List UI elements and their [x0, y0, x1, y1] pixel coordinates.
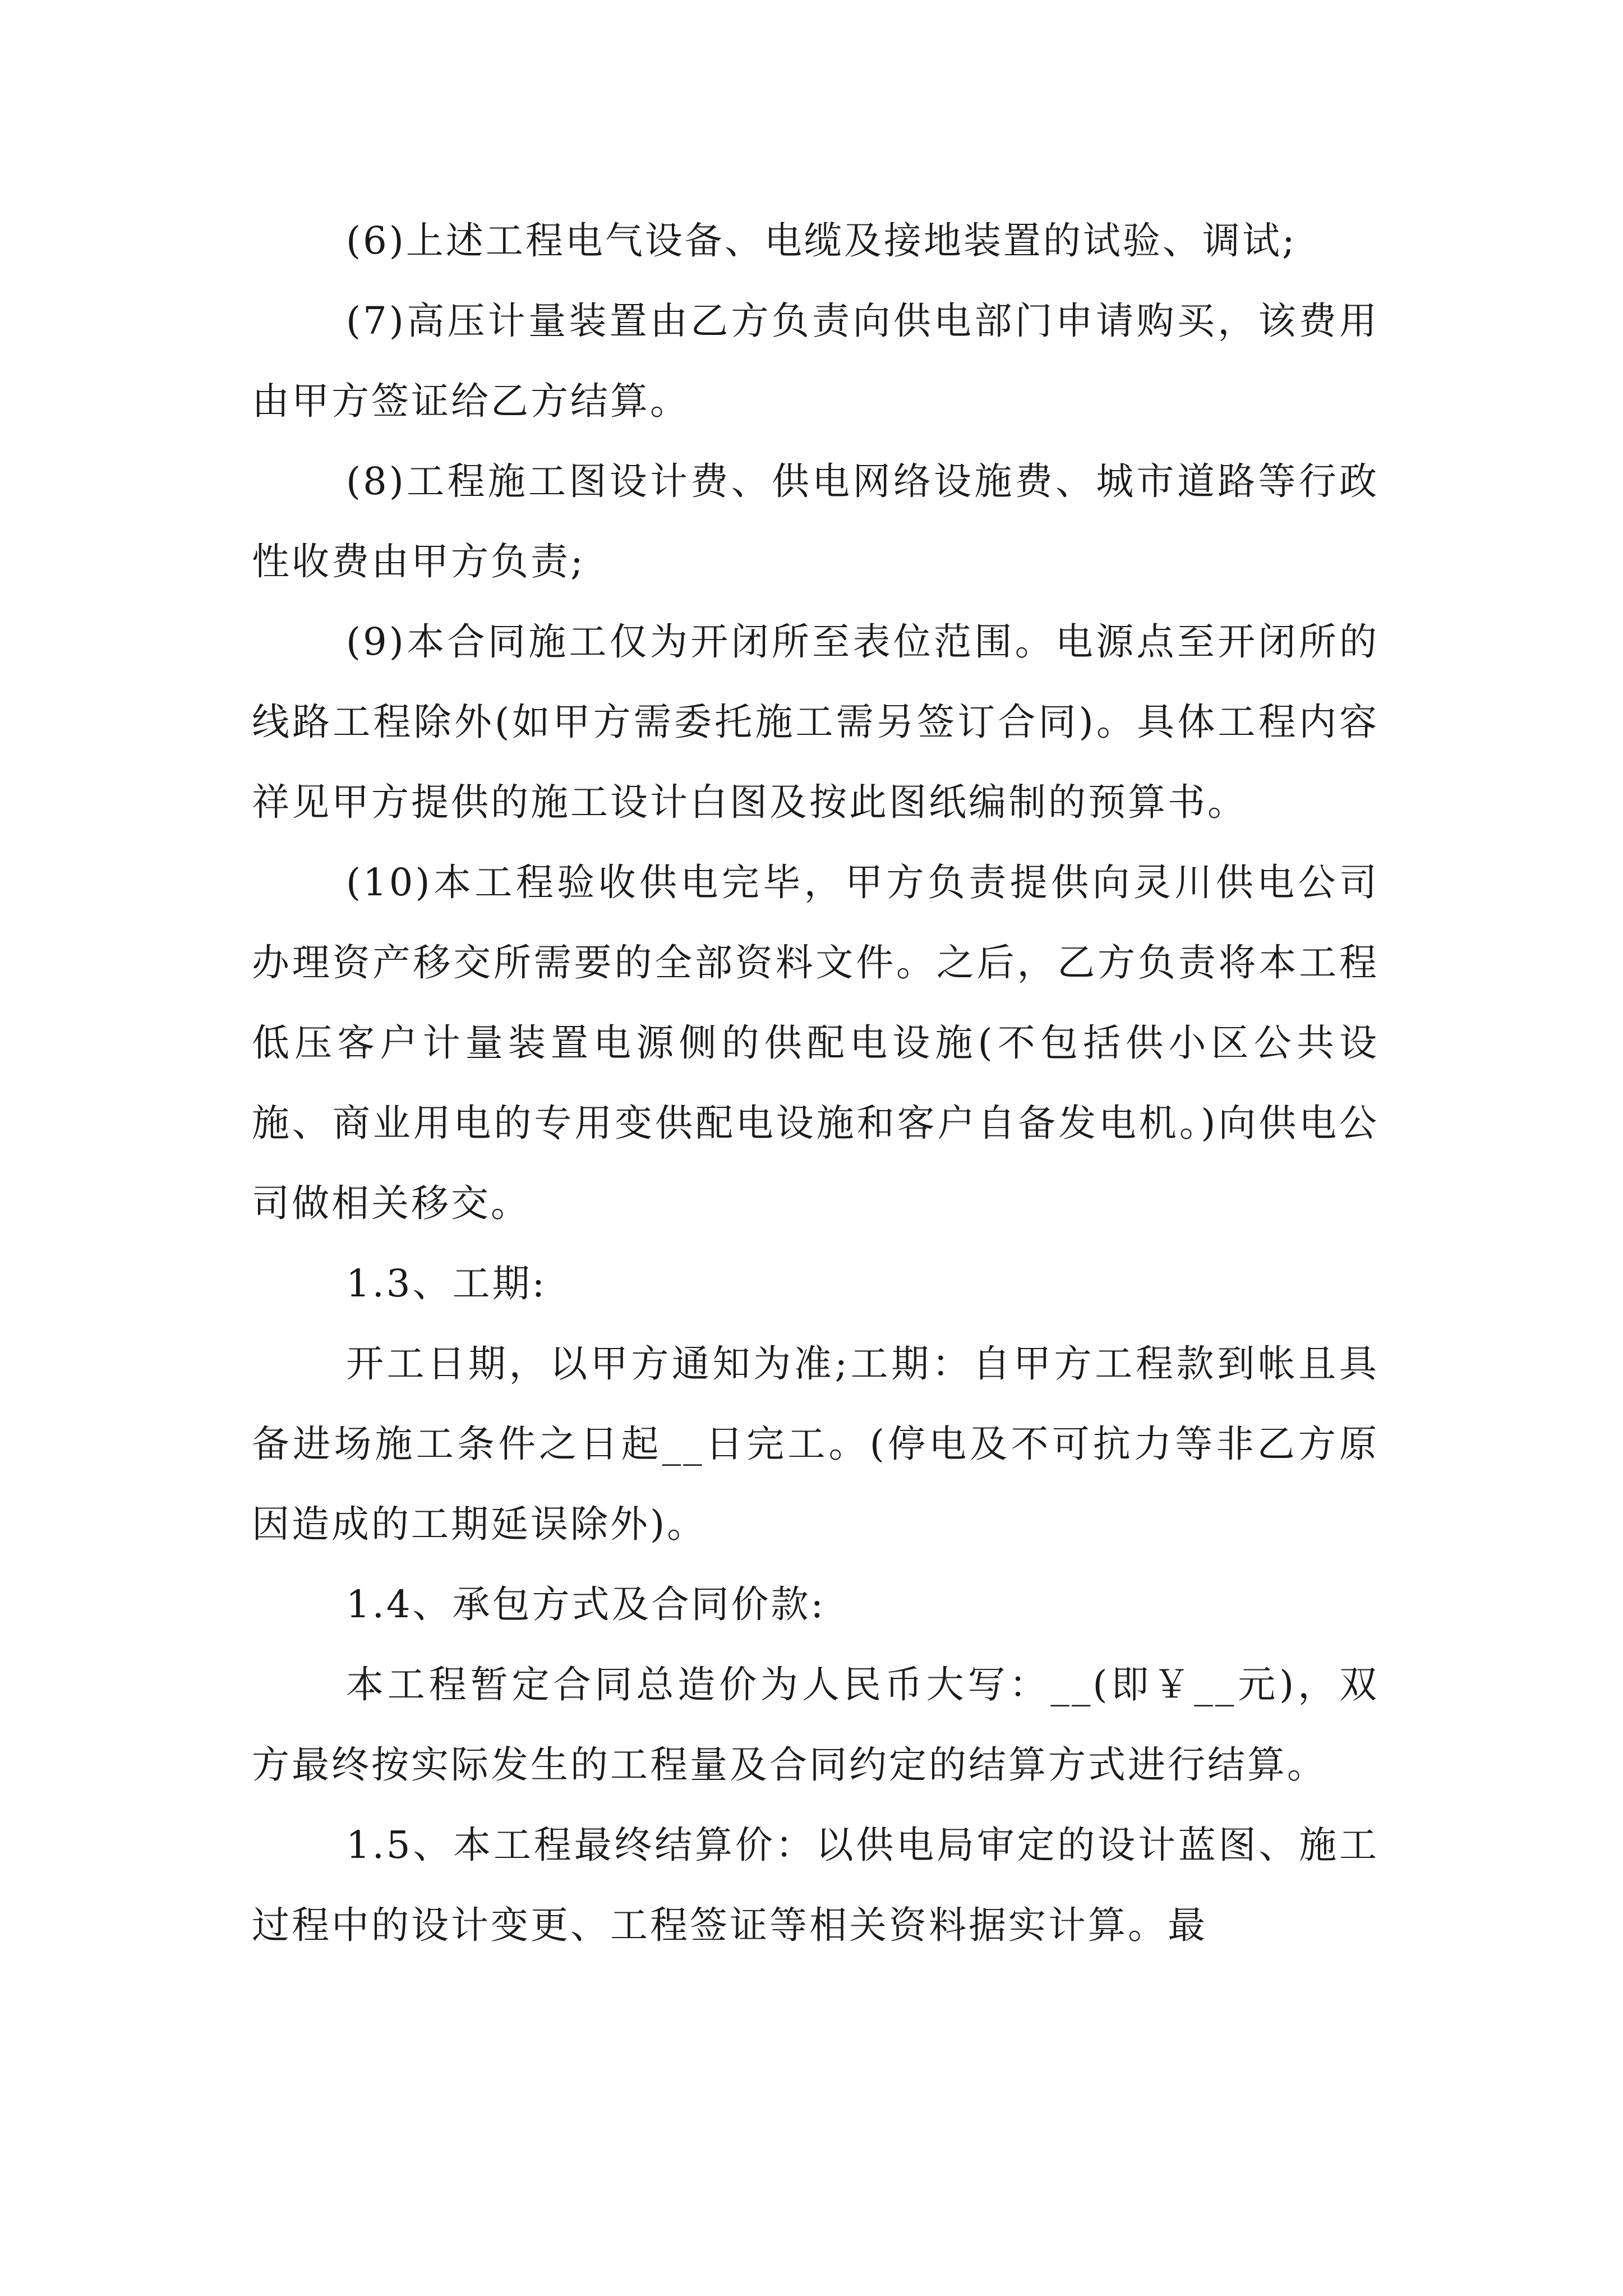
clause-10-paragraph: (10)本工程验收供电完毕，甲方负责提供向灵川供电公司办理资产移交所需要的全部资料文件。之后，乙方负责将本工程低压客户计量装置电源侧的供配电设施(不包括供小区公共设施、商业用电的专用变供配电设施和客户自备发电机。)向供电公司做相关移交。	[252, 861, 1379, 1225]
section-1-4-heading: 1.4、承包方式及合同价款:	[346, 1582, 826, 1626]
clause-7-paragraph: (7)高压计量装置由乙方负责向供电部门申请购买，该费用由甲方签证给乙方结算。	[252, 299, 1379, 423]
schedule-paragraph: 开工日期，以甲方通知为准;工期：自甲方工程款到帐且具备进场施工条件之日起__日完工。(停电及不可抗力等非乙方原因造成的工期延误除外)。	[252, 1342, 1379, 1546]
clause-6-paragraph: (6)上述工程电气设备、电缆及接地装置的试验、调试;	[346, 219, 1297, 263]
section-1-5-paragraph: 1.5、本工程最终结算价：以供电局审定的设计蓝图、施工过程中的设计变更、工程签证等相关资料据实计算。最	[252, 1823, 1379, 1947]
contract-body	[252, 201, 1379, 1966]
clause-9-paragraph: (9)本合同施工仅为开闭所至表位范围。电源点至开闭所的线路工程除外(如甲方需委托施工需另签订合同)。具体工程内容祥见甲方提供的施工设计白图及按此图纸编制的预算书。	[252, 620, 1379, 824]
section-1-3-heading: 1.3、工期:	[346, 1262, 547, 1305]
clause-8-paragraph: (8)工程施工图设计费、供电网络设施费、城市道路等行政性收费由甲方负责;	[252, 459, 1379, 583]
contract-price-paragraph: 本工程暂定合同总造价为人民币大写：__(即￥__元)，双方最终按实际发生的工程量及合同约定的结算方式进行结算。	[252, 1663, 1379, 1787]
